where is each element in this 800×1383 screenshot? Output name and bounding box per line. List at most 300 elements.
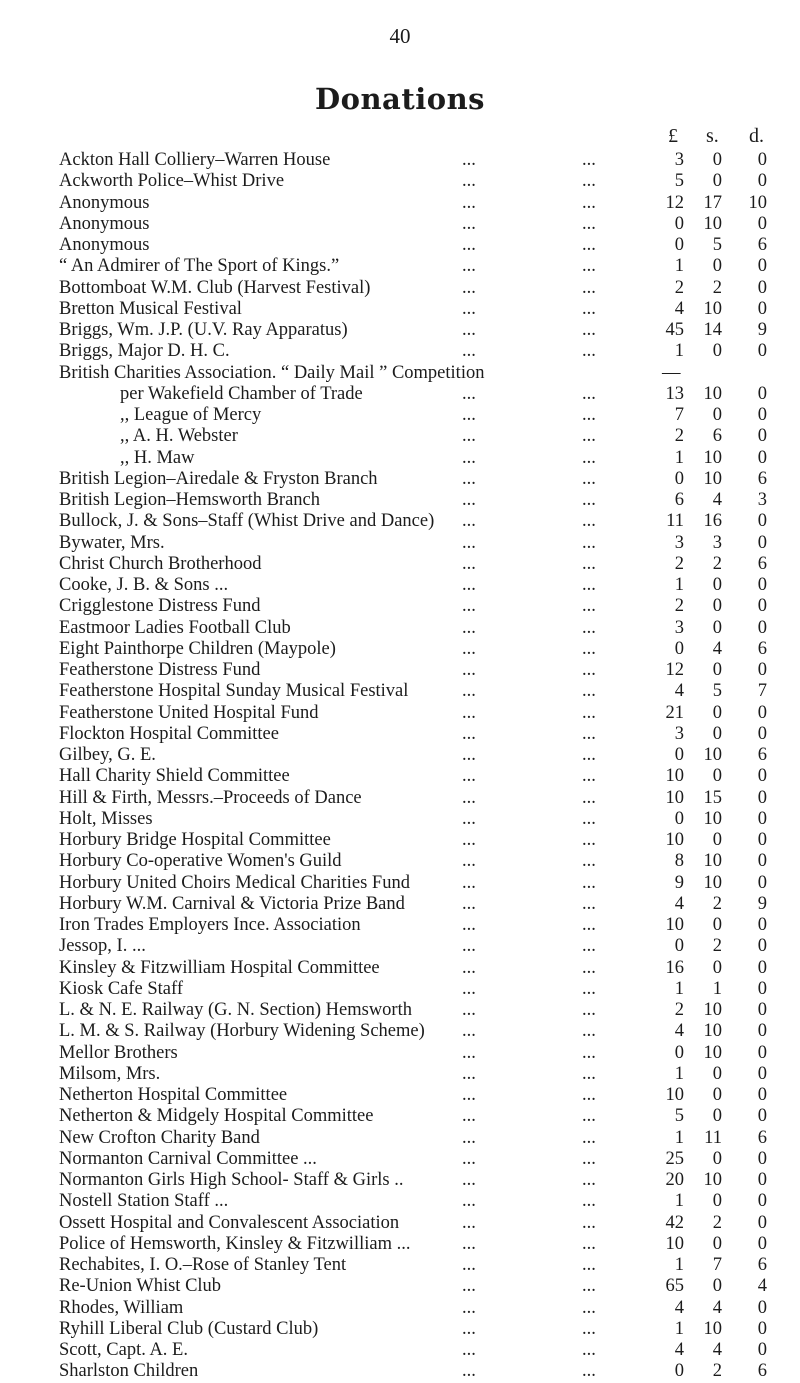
donation-row bbox=[0, 1170, 800, 1191]
donor-name: Normanton Carnival Committee ... bbox=[59, 1148, 317, 1169]
pounds-value: 1 bbox=[674, 256, 684, 277]
pounds-value: 7 bbox=[674, 405, 684, 425]
pence-value: 0 bbox=[757, 150, 767, 170]
donation-row bbox=[0, 851, 800, 872]
donor-name: Ackworth Police–Whist Drive bbox=[59, 171, 285, 192]
donor-name: Briggs, Major D. H. C. bbox=[59, 341, 230, 362]
donor-name: Flockton Hospital Committee bbox=[59, 723, 279, 744]
leader-dots: ... bbox=[462, 787, 476, 808]
pence-value: 0 bbox=[757, 171, 767, 192]
donation-row bbox=[0, 193, 800, 214]
pence-value: 6 bbox=[757, 1127, 767, 1148]
donation-row bbox=[0, 1361, 800, 1382]
shillings-value: 2 bbox=[712, 936, 722, 957]
leader-dots: ... bbox=[462, 1042, 476, 1063]
pounds-value: 10 bbox=[665, 1085, 684, 1105]
pence-value: 0 bbox=[757, 957, 767, 978]
pence-value: 0 bbox=[757, 575, 767, 595]
donation-row bbox=[0, 936, 800, 957]
amount-dash: — bbox=[662, 362, 681, 383]
donation-row bbox=[0, 1298, 800, 1319]
pounds-value: 10 bbox=[665, 915, 684, 935]
shillings-value: 0 bbox=[712, 723, 722, 744]
pounds-value: 1 bbox=[674, 341, 684, 362]
leader-dots: ... bbox=[462, 468, 476, 489]
pence-value: 0 bbox=[757, 277, 767, 298]
leader-dots: ... bbox=[462, 511, 476, 532]
pounds-value: 3 bbox=[674, 723, 684, 744]
shillings-value: 0 bbox=[712, 405, 722, 425]
pounds-value: 4 bbox=[674, 298, 684, 319]
donor-name: Horbury W.M. Carnival & Victoria Prize Band bbox=[59, 893, 405, 914]
donor-name: Eight Painthorpe Children (Maypole) bbox=[59, 638, 336, 659]
pounds-value: 0 bbox=[674, 1042, 684, 1063]
pounds-value: 2 bbox=[674, 553, 684, 574]
leader-dots: ... bbox=[462, 893, 476, 914]
leader-dots: ... bbox=[462, 341, 476, 362]
leader-dots: ... bbox=[582, 1212, 596, 1233]
shillings-value: 4 bbox=[712, 638, 722, 659]
donation-row bbox=[0, 1149, 800, 1170]
donation-row bbox=[0, 448, 800, 469]
pounds-value: 12 bbox=[665, 192, 684, 213]
page-number: 40 bbox=[389, 24, 411, 48]
shillings-value: 10 bbox=[703, 1042, 722, 1063]
pounds-value: 10 bbox=[665, 787, 684, 808]
donation-row bbox=[0, 214, 800, 235]
shillings-value: 11 bbox=[704, 1127, 722, 1148]
shillings-value: 0 bbox=[712, 1148, 722, 1169]
pounds-value: 25 bbox=[665, 1148, 684, 1169]
pence-value: 6 bbox=[757, 745, 767, 765]
shillings-value: 1 bbox=[712, 978, 722, 999]
pounds-value: 45 bbox=[665, 320, 684, 340]
shillings-value: 0 bbox=[712, 830, 722, 850]
donation-row bbox=[0, 1234, 800, 1255]
shillings-value: 10 bbox=[703, 745, 722, 765]
shillings-value: 5 bbox=[712, 681, 722, 702]
donor-name: Featherstone Hospital Sunday Musical Festival bbox=[59, 681, 409, 702]
pence-value: 0 bbox=[757, 1340, 767, 1360]
donor-name: Hill & Firth, Messrs.–Proceeds of Dance bbox=[59, 787, 362, 808]
pence-value: 9 bbox=[757, 320, 767, 340]
pence-value: 0 bbox=[757, 808, 767, 829]
donor-name: ,, A. H. Webster bbox=[120, 426, 238, 447]
donation-row bbox=[0, 1128, 800, 1149]
donor-name: Gilbey, G. E. bbox=[59, 745, 156, 765]
leader-dots: ... bbox=[582, 1191, 596, 1212]
pounds-value: 10 bbox=[665, 830, 684, 850]
leader-dots: ... bbox=[462, 1340, 476, 1360]
donation-row bbox=[0, 533, 800, 554]
pence-value: 6 bbox=[757, 1361, 767, 1382]
shillings-value: 4 bbox=[712, 490, 722, 510]
leader-dots: ... bbox=[582, 702, 596, 723]
pounds-value: 0 bbox=[674, 213, 684, 234]
shillings-value: 10 bbox=[703, 1318, 722, 1339]
pounds-value: 4 bbox=[674, 893, 684, 914]
leader-dots: ... bbox=[582, 596, 596, 617]
leader-dots: ... bbox=[582, 1233, 596, 1254]
shillings-value: 0 bbox=[712, 1276, 722, 1297]
leader-dots: ... bbox=[462, 553, 476, 574]
pounds-value: 2 bbox=[674, 596, 684, 617]
shillings-value: 16 bbox=[703, 511, 722, 532]
shillings-value: 2 bbox=[712, 277, 722, 298]
donor-name: Hall Charity Shield Committee bbox=[59, 766, 290, 787]
pounds-value: 11 bbox=[666, 511, 684, 532]
pence-value: 0 bbox=[757, 787, 767, 808]
pounds-value: 16 bbox=[665, 957, 684, 978]
donor-name: Crigglestone Distress Fund bbox=[59, 596, 261, 617]
leader-dots: ... bbox=[462, 872, 476, 893]
pence-value: 0 bbox=[757, 1000, 767, 1020]
leader-dots: ... bbox=[462, 1191, 476, 1212]
leader-dots: ... bbox=[582, 830, 596, 850]
donation-row bbox=[0, 490, 800, 511]
shillings-value: 14 bbox=[703, 320, 722, 340]
donation-row bbox=[0, 958, 800, 979]
pence-value: 0 bbox=[757, 915, 767, 935]
leader-dots: ... bbox=[462, 426, 476, 447]
pence-value: 6 bbox=[757, 553, 767, 574]
leader-dots: ... bbox=[582, 745, 596, 765]
donor-name: Normanton Girls High School- Staff & Girls .. bbox=[59, 1170, 404, 1190]
leader-dots: ... bbox=[582, 1276, 596, 1297]
shillings-header: s. bbox=[706, 125, 719, 147]
donation-row bbox=[0, 596, 800, 617]
shillings-value: 10 bbox=[703, 298, 722, 319]
donation-row bbox=[0, 405, 800, 426]
leader-dots: ... bbox=[462, 235, 476, 255]
leader-dots: ... bbox=[462, 277, 476, 298]
leader-dots: ... bbox=[462, 298, 476, 319]
donation-row bbox=[0, 703, 800, 724]
pence-value: 0 bbox=[757, 213, 767, 234]
pence-value: 0 bbox=[757, 1042, 767, 1063]
leader-dots: ... bbox=[462, 1212, 476, 1233]
donation-row bbox=[0, 320, 800, 341]
pence-value: 0 bbox=[757, 936, 767, 957]
pence-value: 0 bbox=[757, 872, 767, 893]
leader-dots: ... bbox=[462, 702, 476, 723]
donation-row bbox=[0, 809, 800, 830]
donation-row bbox=[0, 299, 800, 320]
donation-row bbox=[0, 363, 800, 384]
leader-dots: ... bbox=[462, 1021, 476, 1042]
leader-dots: ... bbox=[582, 915, 596, 935]
pounds-value: 1 bbox=[674, 575, 684, 595]
donor-name: ,, H. Maw bbox=[120, 447, 195, 468]
donation-row bbox=[0, 660, 800, 681]
donor-name: Ackton Hall Colliery–Warren House bbox=[59, 150, 331, 170]
donation-row bbox=[0, 1021, 800, 1042]
pounds-value: 1 bbox=[674, 978, 684, 999]
leader-dots: ... bbox=[582, 723, 596, 744]
donor-name: Eastmoor Ladies Football Club bbox=[59, 617, 291, 638]
leader-dots: ... bbox=[582, 341, 596, 362]
pence-value: 9 bbox=[757, 893, 767, 914]
pounds-value: 2 bbox=[674, 277, 684, 298]
leader-dots: ... bbox=[582, 1318, 596, 1339]
leader-dots: ... bbox=[582, 1042, 596, 1063]
donation-row bbox=[0, 873, 800, 894]
leader-dots: ... bbox=[462, 1063, 476, 1084]
leader-dots: ... bbox=[462, 256, 476, 277]
leader-dots: ... bbox=[462, 1276, 476, 1297]
leader-dots: ... bbox=[582, 1170, 596, 1190]
pounds-value: 4 bbox=[674, 1021, 684, 1042]
leader-dots: ... bbox=[462, 1085, 476, 1105]
shillings-value: 0 bbox=[712, 1063, 722, 1084]
shillings-value: 0 bbox=[712, 150, 722, 170]
donation-row bbox=[0, 1085, 800, 1106]
donor-name: Ryhill Liberal Club (Custard Club) bbox=[59, 1318, 319, 1339]
donation-row bbox=[0, 766, 800, 787]
pence-value: 0 bbox=[757, 298, 767, 319]
pounds-value: 20 bbox=[665, 1170, 684, 1190]
pence-value: 0 bbox=[757, 1191, 767, 1212]
shillings-value: 0 bbox=[712, 575, 722, 595]
leader-dots: ... bbox=[582, 766, 596, 787]
leader-dots: ... bbox=[582, 872, 596, 893]
donor-name: Briggs, Wm. J.P. (U.V. Ray Apparatus) bbox=[59, 320, 348, 340]
donation-row bbox=[0, 278, 800, 299]
pounds-value: 10 bbox=[665, 1233, 684, 1254]
donor-name: Re-Union Whist Club bbox=[59, 1276, 222, 1297]
donor-name: Mellor Brothers bbox=[59, 1042, 178, 1063]
pounds-value: 65 bbox=[665, 1276, 684, 1297]
donation-row bbox=[0, 788, 800, 809]
leader-dots: ... bbox=[462, 745, 476, 765]
leader-dots: ... bbox=[462, 490, 476, 510]
leader-dots: ... bbox=[462, 808, 476, 829]
leader-dots: ... bbox=[582, 1148, 596, 1169]
pence-value: 0 bbox=[757, 426, 767, 447]
donation-row bbox=[0, 1043, 800, 1064]
donation-row bbox=[0, 1064, 800, 1085]
leader-dots: ... bbox=[582, 277, 596, 298]
pence-value: 0 bbox=[757, 702, 767, 723]
donor-name: Anonymous bbox=[59, 192, 150, 213]
pounds-value: 2 bbox=[674, 1000, 684, 1020]
shillings-value: 4 bbox=[712, 1297, 722, 1318]
donor-name: Anonymous bbox=[59, 213, 150, 234]
donor-name: Nostell Station Staff ... bbox=[59, 1191, 229, 1212]
donor-name: Christ Church Brotherhood bbox=[59, 553, 262, 574]
pounds-value: 1 bbox=[674, 1255, 684, 1275]
pounds-value: 1 bbox=[674, 1127, 684, 1148]
page-title: Donations bbox=[314, 82, 486, 116]
pounds-value: 5 bbox=[674, 1106, 684, 1127]
pounds-value: 42 bbox=[665, 1212, 684, 1233]
pence-header: d. bbox=[749, 125, 764, 147]
leader-dots: ... bbox=[582, 787, 596, 808]
shillings-value: 0 bbox=[712, 617, 722, 638]
leader-dots: ... bbox=[582, 936, 596, 957]
pounds-header: £ bbox=[668, 125, 678, 147]
donation-row bbox=[0, 575, 800, 596]
pence-value: 0 bbox=[757, 447, 767, 468]
shillings-value: 10 bbox=[703, 872, 722, 893]
shillings-value: 10 bbox=[703, 213, 722, 234]
shillings-value: 10 bbox=[703, 447, 722, 468]
leader-dots: ... bbox=[582, 808, 596, 829]
pence-value: 0 bbox=[757, 383, 767, 404]
donation-row bbox=[0, 915, 800, 936]
pounds-value: 3 bbox=[674, 532, 684, 553]
leader-dots: ... bbox=[582, 1106, 596, 1127]
shillings-value: 0 bbox=[712, 1191, 722, 1212]
leader-dots: ... bbox=[582, 978, 596, 999]
leader-dots: ... bbox=[462, 851, 476, 872]
shillings-value: 2 bbox=[712, 893, 722, 914]
pence-value: 0 bbox=[757, 1318, 767, 1339]
pounds-value: 1 bbox=[674, 1191, 684, 1212]
leader-dots: ... bbox=[582, 468, 596, 489]
donor-name: Police of Hemsworth, Kinsley & Fitzwilliam ... bbox=[59, 1233, 411, 1254]
donation-row bbox=[0, 384, 800, 405]
donor-name: Featherstone United Hospital Fund bbox=[59, 702, 319, 723]
pounds-value: 2 bbox=[674, 426, 684, 447]
leader-dots: ... bbox=[582, 320, 596, 340]
pence-value: 10 bbox=[748, 192, 767, 213]
leader-dots: ... bbox=[462, 957, 476, 978]
leader-dots: ... bbox=[582, 1361, 596, 1382]
shillings-value: 0 bbox=[712, 1233, 722, 1254]
donation-row bbox=[0, 979, 800, 1000]
donation-row bbox=[0, 639, 800, 660]
shillings-value: 10 bbox=[703, 1170, 722, 1190]
shillings-value: 2 bbox=[712, 553, 722, 574]
pence-value: 6 bbox=[757, 1255, 767, 1275]
leader-dots: ... bbox=[462, 150, 476, 170]
leader-dots: ... bbox=[462, 978, 476, 999]
leader-dots: ... bbox=[582, 575, 596, 595]
shillings-value: 7 bbox=[712, 1255, 722, 1275]
donor-name: Jessop, I. ... bbox=[59, 936, 146, 957]
pounds-value: 0 bbox=[674, 808, 684, 829]
donation-row bbox=[0, 1255, 800, 1276]
leader-dots: ... bbox=[462, 1361, 476, 1382]
donor-name: Anonymous bbox=[59, 235, 150, 255]
pence-value: 0 bbox=[757, 405, 767, 425]
pounds-value: 4 bbox=[674, 1340, 684, 1360]
leader-dots: ... bbox=[462, 447, 476, 468]
pounds-value: 3 bbox=[674, 617, 684, 638]
shillings-value: 2 bbox=[712, 1212, 722, 1233]
leader-dots: ... bbox=[462, 936, 476, 957]
pence-value: 0 bbox=[757, 532, 767, 553]
donation-row bbox=[0, 1106, 800, 1127]
leader-dots: ... bbox=[582, 213, 596, 234]
pounds-value: 8 bbox=[674, 851, 684, 872]
pence-value: 6 bbox=[757, 468, 767, 489]
pence-value: 0 bbox=[757, 1148, 767, 1169]
leader-dots: ... bbox=[462, 681, 476, 702]
donation-row bbox=[0, 235, 800, 256]
pence-value: 0 bbox=[757, 1212, 767, 1233]
leader-dots: ... bbox=[582, 256, 596, 277]
leader-dots: ... bbox=[582, 447, 596, 468]
leader-dots: ... bbox=[582, 681, 596, 702]
leader-dots: ... bbox=[462, 1297, 476, 1318]
donor-name: Horbury Bridge Hospital Committee bbox=[59, 830, 331, 850]
shillings-value: 10 bbox=[703, 383, 722, 404]
leader-dots: ... bbox=[462, 383, 476, 404]
donor-name: New Crofton Charity Band bbox=[59, 1127, 260, 1148]
donor-name: L. & N. E. Railway (G. N. Section) Hemsworth bbox=[59, 1000, 412, 1020]
pence-value: 0 bbox=[757, 256, 767, 277]
leader-dots: ... bbox=[582, 383, 596, 404]
shillings-value: 0 bbox=[712, 957, 722, 978]
donation-row bbox=[0, 426, 800, 447]
pence-value: 0 bbox=[757, 341, 767, 362]
leader-dots: ... bbox=[582, 617, 596, 638]
pounds-value: 0 bbox=[674, 468, 684, 489]
leader-dots: ... bbox=[582, 1000, 596, 1020]
leader-dots: ... bbox=[582, 192, 596, 213]
pence-value: 0 bbox=[757, 660, 767, 680]
donation-row bbox=[0, 150, 800, 171]
leader-dots: ... bbox=[582, 1297, 596, 1318]
leader-dots: ... bbox=[462, 320, 476, 340]
shillings-value: 6 bbox=[712, 426, 722, 447]
pence-value: 3 bbox=[757, 490, 767, 510]
pounds-value: 0 bbox=[674, 235, 684, 255]
pounds-value: 1 bbox=[674, 1318, 684, 1339]
leader-dots: ... bbox=[462, 766, 476, 787]
pounds-value: 0 bbox=[674, 1361, 684, 1382]
leader-dots: ... bbox=[462, 192, 476, 213]
leader-dots: ... bbox=[462, 1255, 476, 1275]
donor-name: ,, League of Mercy bbox=[120, 405, 262, 425]
pounds-value: 0 bbox=[674, 638, 684, 659]
pence-value: 0 bbox=[757, 596, 767, 617]
leader-dots: ... bbox=[582, 511, 596, 532]
pounds-value: 4 bbox=[674, 1297, 684, 1318]
donation-row bbox=[0, 1213, 800, 1234]
leader-dots: ... bbox=[462, 596, 476, 617]
pence-value: 0 bbox=[757, 511, 767, 532]
pence-value: 0 bbox=[757, 830, 767, 850]
donor-name: Iron Trades Employers Ince. Association bbox=[59, 915, 361, 935]
donor-name: Bottomboat W.M. Club (Harvest Festival) bbox=[59, 277, 371, 298]
donor-name: Cooke, J. B. & Sons ... bbox=[59, 575, 229, 595]
pence-value: 0 bbox=[757, 978, 767, 999]
shillings-value: 0 bbox=[712, 596, 722, 617]
pounds-value: 1 bbox=[674, 1063, 684, 1084]
donor-name: Bullock, J. & Sons–Staff (Whist Drive and Dance) bbox=[59, 511, 435, 532]
donation-row bbox=[0, 681, 800, 702]
pounds-value: 10 bbox=[665, 766, 684, 787]
column-headers bbox=[0, 125, 800, 149]
donor-name: Milsom, Mrs. bbox=[59, 1063, 161, 1084]
pence-value: 6 bbox=[757, 235, 767, 255]
pence-value: 6 bbox=[757, 638, 767, 659]
leader-dots: ... bbox=[462, 915, 476, 935]
shillings-value: 17 bbox=[703, 192, 722, 213]
donor-name: Bywater, Mrs. bbox=[59, 532, 165, 553]
pence-value: 0 bbox=[757, 1233, 767, 1254]
donation-row bbox=[0, 256, 800, 277]
donation-row bbox=[0, 1191, 800, 1212]
shillings-value: 0 bbox=[712, 702, 722, 723]
donation-row bbox=[0, 618, 800, 639]
donation-row bbox=[0, 511, 800, 532]
leader-dots: ... bbox=[462, 1106, 476, 1127]
donor-name: Holt, Misses bbox=[59, 808, 153, 829]
